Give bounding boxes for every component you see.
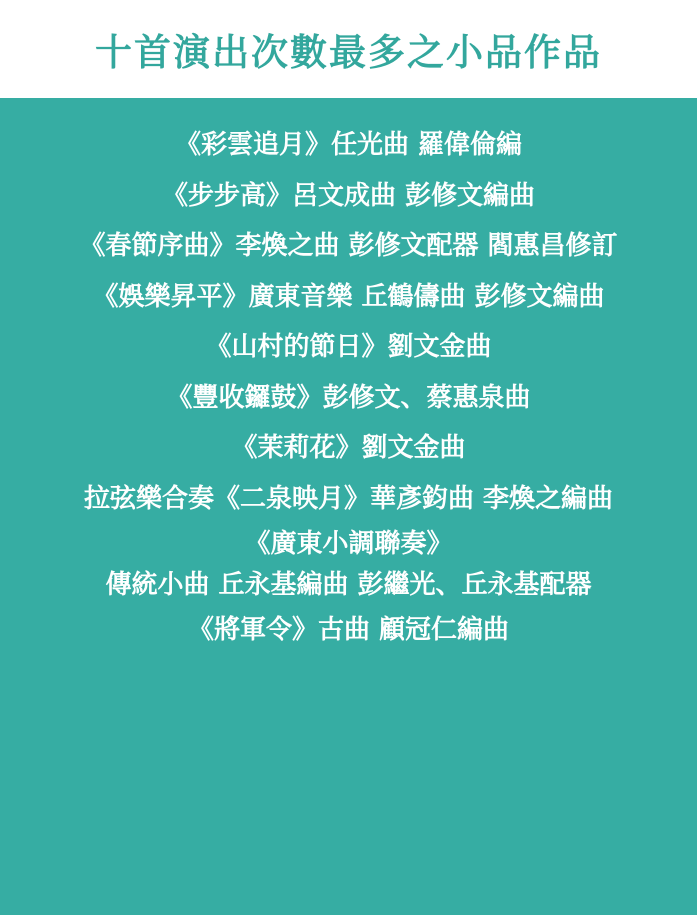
list-item: 《豐收鑼鼓》彭修文、蔡惠泉曲 [166, 382, 531, 413]
list-item: 《茉莉花》劉文金曲 [231, 433, 466, 463]
list-item: 《山村的節日》劉文金曲 [205, 332, 492, 362]
list-item: 《將軍令》古曲 顧冠仁編曲 [187, 615, 510, 645]
list-item: 《彩雲追月》任光曲 羅偉倫編 [174, 130, 523, 160]
repertoire-list [0, 98, 697, 915]
list-item: 《廣東小調聯奏》 [244, 529, 453, 559]
page-title: 十首演出次數最多之小品作品 [95, 30, 602, 74]
list-item: 傳統小曲 丘永基編曲 彭繼光、丘永基配器 [105, 569, 592, 600]
list-item: 《步步高》呂文成曲 彭修文編曲 [161, 180, 536, 211]
list-item: 《春節序曲》李煥之曲 彭修文配器 閻惠昌修訂 [79, 231, 618, 261]
list-item: 《娛樂昇平》廣東音樂 丘鶴儔曲 彭修文編曲 [92, 281, 605, 312]
slide-header [0, 0, 697, 98]
list-item: 拉弦樂合奏《二泉映月》華彥鈞曲 李煥之編曲 [83, 483, 614, 514]
